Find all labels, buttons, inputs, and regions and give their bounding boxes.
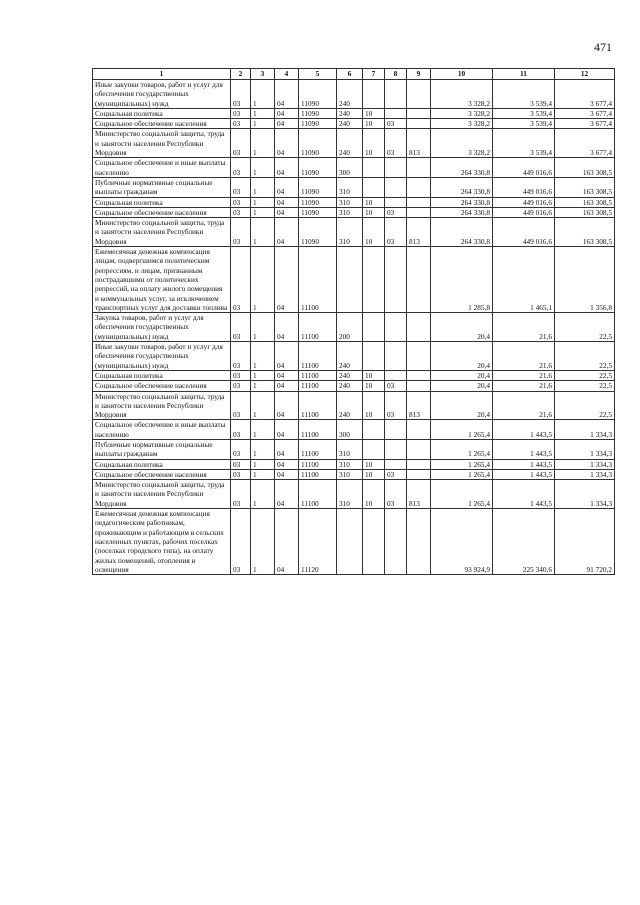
cell-code: 03: [231, 370, 251, 380]
cell-value: 3 328,2: [431, 108, 493, 118]
cell-value: 20,4: [431, 342, 493, 371]
cell-code: 04: [275, 108, 299, 118]
cell-code: [385, 247, 407, 313]
cell-value: 1 443,5: [493, 439, 555, 459]
cell-code: [407, 313, 431, 342]
cell-code: 03: [231, 391, 251, 420]
cell-code: [407, 80, 431, 109]
cell-code: 1: [251, 197, 275, 207]
row-label: Социальное обеспечение населения: [93, 381, 231, 391]
cell-code: 11090: [299, 197, 337, 207]
cell-value: 3 539,4: [493, 119, 555, 129]
row-label: Социальная политика: [93, 108, 231, 118]
cell-value: 449 016,6: [493, 158, 555, 178]
cell-value: 20,4: [431, 391, 493, 420]
cell-value: 3 539,4: [493, 108, 555, 118]
cell-code: 03: [231, 119, 251, 129]
table-row: [93, 177, 615, 197]
cell-code: 04: [275, 247, 299, 313]
row-label: Министерство социальной защиты, труда и занятости населения Республики Мордовия: [93, 480, 231, 509]
cell-value: 22,5: [555, 313, 615, 342]
cell-code: 03: [385, 469, 407, 479]
cell-code: 10: [363, 391, 385, 420]
table-header-row: [93, 69, 615, 80]
row-label: Публичные нормативные социальные выплаты гражданам: [93, 177, 231, 197]
cell-value: 3 328,2: [431, 129, 493, 158]
cell-code: 04: [275, 370, 299, 380]
cell-value: 1 356,8: [555, 247, 615, 313]
column-header: 2: [231, 69, 251, 80]
table-body: [93, 80, 615, 575]
table-row: [93, 119, 615, 129]
cell-code: 03: [231, 108, 251, 118]
cell-value: 1 334,3: [555, 480, 615, 509]
cell-value: 163 308,5: [555, 197, 615, 207]
table-row: [93, 459, 615, 469]
cell-code: 11100: [299, 459, 337, 469]
table-row: [93, 439, 615, 459]
cell-code: 04: [275, 381, 299, 391]
cell-code: [407, 459, 431, 469]
cell-code: 04: [275, 391, 299, 420]
cell-code: 11090: [299, 108, 337, 118]
cell-code: [363, 509, 385, 575]
cell-code: 04: [275, 218, 299, 247]
cell-code: 03: [231, 480, 251, 509]
cell-code: [407, 439, 431, 459]
column-header: 11: [493, 69, 555, 80]
cell-code: [337, 247, 363, 313]
cell-code: [407, 469, 431, 479]
cell-code: 1: [251, 119, 275, 129]
cell-code: 04: [275, 158, 299, 178]
cell-value: 1 334,3: [555, 420, 615, 440]
table-row: [93, 370, 615, 380]
cell-value: 1 265,4: [431, 420, 493, 440]
cell-code: 310: [337, 459, 363, 469]
cell-value: 93 924,9: [431, 509, 493, 575]
cell-code: 04: [275, 129, 299, 158]
cell-code: 11100: [299, 342, 337, 371]
cell-code: 03: [231, 158, 251, 178]
cell-code: 10: [363, 469, 385, 479]
cell-code: 11100: [299, 420, 337, 440]
column-header: 10: [431, 69, 493, 80]
cell-value: 1 285,8: [431, 247, 493, 313]
cell-code: 04: [275, 459, 299, 469]
cell-value: 22,5: [555, 342, 615, 371]
cell-code: 11090: [299, 177, 337, 197]
cell-code: [385, 108, 407, 118]
cell-code: 240: [337, 370, 363, 380]
cell-code: 03: [231, 459, 251, 469]
budget-table: [92, 68, 615, 575]
cell-code: 03: [231, 129, 251, 158]
cell-value: 1 443,5: [493, 469, 555, 479]
cell-code: 1: [251, 439, 275, 459]
cell-value: 1 265,4: [431, 480, 493, 509]
row-label: Публичные нормативные социальные выплаты гражданам: [93, 439, 231, 459]
cell-code: 11090: [299, 207, 337, 217]
cell-code: 03: [231, 313, 251, 342]
cell-code: 11090: [299, 218, 337, 247]
table-row: [93, 342, 615, 371]
cell-code: [407, 197, 431, 207]
cell-code: 1: [251, 108, 275, 118]
cell-code: 10: [363, 207, 385, 217]
cell-value: 21,6: [493, 391, 555, 420]
cell-code: 03: [385, 119, 407, 129]
cell-value: 1 265,4: [431, 469, 493, 479]
column-header: 4: [275, 69, 299, 80]
cell-code: [385, 177, 407, 197]
cell-code: 1: [251, 129, 275, 158]
cell-code: 200: [337, 313, 363, 342]
cell-code: 11100: [299, 313, 337, 342]
cell-code: [407, 420, 431, 440]
cell-value: 264 330,8: [431, 197, 493, 207]
cell-value: 22,5: [555, 370, 615, 380]
cell-value: 163 308,5: [555, 207, 615, 217]
cell-code: [407, 119, 431, 129]
row-label: Социальное обеспечение и иные выплаты населению: [93, 420, 231, 440]
cell-code: 1: [251, 207, 275, 217]
cell-value: 264 330,8: [431, 207, 493, 217]
cell-code: 11100: [299, 247, 337, 313]
cell-value: 21,6: [493, 381, 555, 391]
cell-value: 91 720,2: [555, 509, 615, 575]
cell-code: [407, 158, 431, 178]
cell-code: 03: [231, 420, 251, 440]
cell-code: 813: [407, 129, 431, 158]
cell-code: 1: [251, 391, 275, 420]
row-label: Социальное обеспечение и иные выплаты населению: [93, 158, 231, 178]
page-number: 471: [594, 40, 612, 54]
cell-value: 20,4: [431, 381, 493, 391]
column-header: 5: [299, 69, 337, 80]
row-label: Социальная политика: [93, 197, 231, 207]
cell-code: 240: [337, 342, 363, 371]
cell-code: 03: [231, 207, 251, 217]
cell-code: 1: [251, 381, 275, 391]
cell-code: 1: [251, 480, 275, 509]
cell-value: 449 016,6: [493, 177, 555, 197]
table-row: [93, 469, 615, 479]
cell-code: 1: [251, 177, 275, 197]
row-label: Министерство социальной защиты, труда и занятости населения Республики Мордовия: [93, 391, 231, 420]
cell-code: [407, 108, 431, 118]
cell-value: 21,6: [493, 313, 555, 342]
cell-code: [363, 177, 385, 197]
cell-code: 10: [363, 129, 385, 158]
cell-code: [407, 247, 431, 313]
cell-value: 3 677,4: [555, 119, 615, 129]
cell-code: [337, 509, 363, 575]
cell-code: 10: [363, 197, 385, 207]
cell-code: 1: [251, 313, 275, 342]
table-row: [93, 381, 615, 391]
cell-code: 03: [231, 381, 251, 391]
cell-code: 300: [337, 158, 363, 178]
cell-code: 04: [275, 119, 299, 129]
cell-code: 03: [385, 207, 407, 217]
cell-code: 310: [337, 218, 363, 247]
cell-code: [407, 509, 431, 575]
cell-code: [407, 342, 431, 371]
cell-code: 11090: [299, 119, 337, 129]
cell-code: 11100: [299, 439, 337, 459]
cell-value: 3 328,2: [431, 80, 493, 109]
cell-code: [407, 370, 431, 380]
cell-value: 225 340,6: [493, 509, 555, 575]
cell-value: 163 308,5: [555, 177, 615, 197]
table-row: [93, 247, 615, 313]
cell-value: 1 443,5: [493, 480, 555, 509]
cell-code: 1: [251, 420, 275, 440]
cell-code: [363, 158, 385, 178]
cell-code: [407, 177, 431, 197]
cell-code: 03: [231, 342, 251, 371]
cell-value: 3 328,2: [431, 119, 493, 129]
cell-code: 813: [407, 480, 431, 509]
cell-code: 10: [363, 370, 385, 380]
cell-code: 11100: [299, 370, 337, 380]
cell-value: 264 330,8: [431, 177, 493, 197]
cell-code: [385, 459, 407, 469]
cell-code: [407, 207, 431, 217]
cell-code: 310: [337, 197, 363, 207]
table-row: [93, 197, 615, 207]
cell-code: 03: [385, 480, 407, 509]
column-header: 1: [93, 69, 231, 80]
cell-code: 310: [337, 177, 363, 197]
cell-code: 11100: [299, 381, 337, 391]
table-row: [93, 391, 615, 420]
cell-code: 03: [231, 177, 251, 197]
row-label: Ежемесячная денежная компенсация лицам, подвергшимся политическим репрессиям, и лицам, признанным пострадавшими от политических репрессий, на оплату жилого помещения и коммунальных услуг, за исключением транспортных услуг для доставки топлива: [93, 247, 231, 313]
column-header: 12: [555, 69, 615, 80]
row-label: Социальная политика: [93, 370, 231, 380]
cell-value: 449 016,6: [493, 218, 555, 247]
cell-code: 300: [337, 420, 363, 440]
cell-value: 3 539,4: [493, 129, 555, 158]
cell-code: [363, 80, 385, 109]
cell-value: 449 016,6: [493, 197, 555, 207]
column-header: 8: [385, 69, 407, 80]
cell-code: 1: [251, 370, 275, 380]
cell-value: 22,5: [555, 391, 615, 420]
table-row: [93, 108, 615, 118]
cell-code: 240: [337, 80, 363, 109]
cell-code: [385, 158, 407, 178]
column-header: 9: [407, 69, 431, 80]
cell-code: 11120: [299, 509, 337, 575]
cell-code: 10: [363, 381, 385, 391]
cell-value: 3 539,4: [493, 80, 555, 109]
cell-value: 21,6: [493, 370, 555, 380]
table-row: [93, 420, 615, 440]
cell-code: 03: [231, 197, 251, 207]
cell-value: 1 465,1: [493, 247, 555, 313]
cell-value: 1 334,3: [555, 439, 615, 459]
cell-code: 813: [407, 218, 431, 247]
cell-code: 240: [337, 119, 363, 129]
column-header: 6: [337, 69, 363, 80]
cell-code: 03: [231, 247, 251, 313]
cell-code: [363, 439, 385, 459]
row-label: Социальное обеспечение населения: [93, 207, 231, 217]
cell-code: 1: [251, 218, 275, 247]
cell-code: 03: [231, 469, 251, 479]
cell-code: [385, 509, 407, 575]
cell-code: 240: [337, 129, 363, 158]
cell-code: 310: [337, 207, 363, 217]
cell-code: 1: [251, 247, 275, 313]
row-label: Иные закупки товаров, работ и услуг для обеспечения государственных (муниципальных) нужд: [93, 342, 231, 371]
cell-code: 310: [337, 480, 363, 509]
cell-code: 10: [363, 119, 385, 129]
cell-code: 04: [275, 313, 299, 342]
row-label: Ежемесячная денежная компенсация педагогическим работникам, проживающим и работающим в сельских населенных пунктах, рабочих поселках (поселках городского типа), на оплату жилых помещений, отопления и освещения: [93, 509, 231, 575]
cell-code: 813: [407, 391, 431, 420]
cell-value: 1 443,5: [493, 459, 555, 469]
cell-code: [385, 313, 407, 342]
cell-code: 03: [231, 80, 251, 109]
cell-code: 10: [363, 459, 385, 469]
cell-value: 1 265,4: [431, 439, 493, 459]
cell-code: 04: [275, 509, 299, 575]
cell-value: 20,4: [431, 370, 493, 380]
cell-code: 310: [337, 439, 363, 459]
cell-code: [363, 247, 385, 313]
cell-value: 3 677,4: [555, 129, 615, 158]
cell-code: [385, 439, 407, 459]
cell-code: [363, 313, 385, 342]
cell-code: 240: [337, 381, 363, 391]
cell-code: 03: [385, 391, 407, 420]
cell-code: 04: [275, 80, 299, 109]
cell-code: 1: [251, 158, 275, 178]
cell-code: 1: [251, 342, 275, 371]
cell-code: [407, 381, 431, 391]
cell-code: 04: [275, 342, 299, 371]
cell-code: 240: [337, 391, 363, 420]
cell-code: [385, 80, 407, 109]
cell-code: 04: [275, 469, 299, 479]
cell-code: 10: [363, 108, 385, 118]
cell-code: 1: [251, 80, 275, 109]
cell-value: 21,6: [493, 342, 555, 371]
cell-code: 10: [363, 218, 385, 247]
cell-code: 1: [251, 459, 275, 469]
cell-value: 1 334,3: [555, 469, 615, 479]
row-label: Социальная политика: [93, 459, 231, 469]
cell-code: 04: [275, 420, 299, 440]
cell-code: 1: [251, 509, 275, 575]
cell-code: 04: [275, 439, 299, 459]
cell-value: 163 308,5: [555, 218, 615, 247]
cell-code: 11100: [299, 480, 337, 509]
column-header: 7: [363, 69, 385, 80]
table-row: [93, 158, 615, 178]
cell-code: [385, 197, 407, 207]
cell-value: 449 016,6: [493, 207, 555, 217]
row-label: Социальное обеспечение населения: [93, 119, 231, 129]
cell-value: 264 330,8: [431, 158, 493, 178]
cell-code: 04: [275, 177, 299, 197]
row-label: Иные закупки товаров, работ и услуг для обеспечения государственных (муниципальных) нужд: [93, 80, 231, 109]
cell-code: 04: [275, 197, 299, 207]
cell-code: 10: [363, 480, 385, 509]
cell-code: [385, 342, 407, 371]
cell-code: 03: [231, 439, 251, 459]
row-label: Министерство социальной защиты, труда и занятости населения Республики Мордовия: [93, 218, 231, 247]
table-row: [93, 480, 615, 509]
cell-code: 04: [275, 207, 299, 217]
cell-code: [363, 420, 385, 440]
table-row: [93, 80, 615, 109]
row-label: Социальное обеспечение населения: [93, 469, 231, 479]
row-label: Министерство социальной защиты, труда и занятости населения Республики Мордовия: [93, 129, 231, 158]
cell-code: 04: [275, 480, 299, 509]
cell-code: 03: [385, 381, 407, 391]
cell-value: 264 330,8: [431, 218, 493, 247]
cell-code: 03: [385, 129, 407, 158]
table-row: [93, 129, 615, 158]
cell-value: 1 443,5: [493, 420, 555, 440]
cell-value: 3 677,4: [555, 108, 615, 118]
cell-code: 03: [231, 218, 251, 247]
row-label: Закупка товаров, работ и услуг для обеспечения государственных (муниципальных) нужд: [93, 313, 231, 342]
cell-code: 310: [337, 469, 363, 479]
table-row: [93, 207, 615, 217]
cell-code: 11100: [299, 391, 337, 420]
table-row: [93, 313, 615, 342]
cell-value: 163 308,5: [555, 158, 615, 178]
cell-code: 03: [385, 218, 407, 247]
cell-code: 11100: [299, 469, 337, 479]
cell-code: 11090: [299, 129, 337, 158]
cell-code: 1: [251, 469, 275, 479]
cell-value: 22,5: [555, 381, 615, 391]
cell-code: 240: [337, 108, 363, 118]
cell-code: [385, 420, 407, 440]
cell-value: 1 334,3: [555, 459, 615, 469]
table-row: [93, 218, 615, 247]
cell-code: 11090: [299, 80, 337, 109]
cell-value: 20,4: [431, 313, 493, 342]
cell-code: [363, 342, 385, 371]
column-header: 3: [251, 69, 275, 80]
table-row: [93, 509, 615, 575]
cell-value: 1 265,4: [431, 459, 493, 469]
cell-code: [385, 370, 407, 380]
cell-value: 3 677,4: [555, 80, 615, 109]
cell-code: 03: [231, 509, 251, 575]
cell-code: 11090: [299, 158, 337, 178]
